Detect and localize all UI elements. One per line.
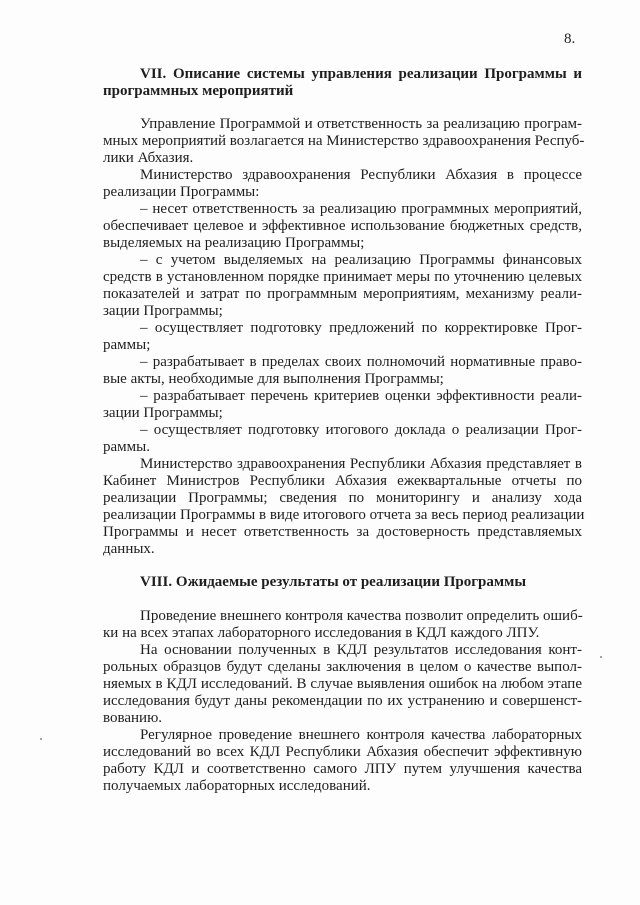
text-line: работу КДЛ и соответственно самого ЛПУ путем улучшения качества (103, 761, 582, 777)
text-line: вованию. (103, 710, 163, 726)
section-7-heading (103, 66, 582, 100)
text-line: средств в установленном порядке принимает меры по уточнению целевых (103, 269, 582, 285)
text-line: реализации Программы; сведения по мониторингу и анализу хода (103, 490, 582, 506)
text-line: мных мероприятий возлагается на Министерство здравоохранения Респуб- (103, 133, 585, 149)
text-line: зации Программы; (103, 303, 223, 319)
text-line: Программы и несет ответственность за достоверность представляемых (103, 524, 582, 540)
text-line: исследования будут даны рекомендации по их устранению и совершенст- (103, 693, 582, 709)
text-line: зации Программы; (103, 405, 223, 421)
text-line: показателей и затрат по программным мероприятиям, механизму реали- (103, 286, 582, 302)
text-line: данных. (103, 541, 155, 557)
paragraph (103, 167, 582, 201)
text-line: – осуществляет подготовку итогового доклада о реализации Прог- (140, 422, 582, 438)
text-line: исследований во всех КДЛ Республики Абхазия обеспечит эффективную (103, 744, 582, 760)
scan-speck (40, 738, 42, 740)
text-line: выделяемых на реализацию Программы; (103, 235, 365, 251)
heading-line: VIII. Ожидаемые результаты от реализации Программы (140, 574, 527, 590)
paragraph (103, 422, 582, 456)
text-line: Кабинет Министров Республики Абхазия ежеквартальные отчеты по (103, 473, 582, 489)
paragraph (103, 642, 582, 727)
paragraph (103, 608, 582, 642)
text-line: реализации Программы: (103, 184, 260, 200)
heading-line: VII. Описание системы управления реализации Программы и (140, 66, 582, 82)
text-line: раммы. (103, 439, 150, 455)
text-line: няемых в КДЛ исследований. В случае выявления ошибок на любом этапе (103, 676, 582, 692)
paragraph (103, 727, 582, 795)
scan-speck (600, 656, 602, 658)
text-line: – разрабатывает перечень критериев оценки эффективности реали- (140, 388, 582, 404)
text-line: раммы; (103, 337, 151, 353)
paragraph (103, 354, 582, 388)
text-line: – разрабатывает в пределах своих полномочий нормативные право- (140, 354, 582, 370)
text-line: получаемых лабораторных исследований. (103, 778, 371, 794)
text-line: реализации Программы в виде итогового отчета за весь период реализации (103, 507, 585, 523)
text-line: рольных образцов будут сделаны заключения в целом о качестве выпол- (103, 659, 582, 675)
text-line: Министерство здравоохранения Республики Абхазия в процессе (140, 167, 582, 183)
paragraph (103, 388, 582, 422)
text-line: обеспечивает целевое и эффективное использование бюджетных средств, (103, 218, 582, 234)
text-line: На основании полученных в КДЛ результатов исследования конт- (140, 642, 582, 658)
paragraph (103, 456, 585, 558)
page-number: 8. (564, 31, 576, 47)
paragraph (103, 201, 582, 252)
text-line: ки на всех этапах лабораторного исследования в КДЛ каждого ЛПУ. (103, 625, 540, 641)
text-line: Регулярное проведение внешнего контроля качества лабораторных (140, 727, 582, 743)
text-line: Министерство здравоохранения Республики Абхазия представляет в (140, 456, 582, 472)
section-7-body (103, 116, 585, 558)
paragraph (103, 252, 582, 320)
heading-line: программных мероприятий (103, 83, 294, 99)
text-line: Проведение внешнего контроля качества позволит определить ошиб- (140, 608, 583, 624)
text-line: вые акты, необходимые для выполнения Программы; (103, 371, 444, 387)
text-line: – несет ответственность за реализацию программных мероприятий, (140, 201, 582, 217)
text-line: – осуществляет подготовку предложений по корректировке Прог- (140, 320, 582, 336)
text-line: – с учетом выделяемых на реализацию Программы финансовых (140, 252, 582, 268)
paragraph (103, 116, 585, 167)
section-8-heading (103, 574, 582, 591)
paragraph (103, 320, 582, 354)
text-line: лики Абхазия. (103, 150, 194, 166)
text-line: Управление Программой и ответственность за реализацию програм- (140, 116, 582, 132)
section-8-body (103, 608, 582, 795)
